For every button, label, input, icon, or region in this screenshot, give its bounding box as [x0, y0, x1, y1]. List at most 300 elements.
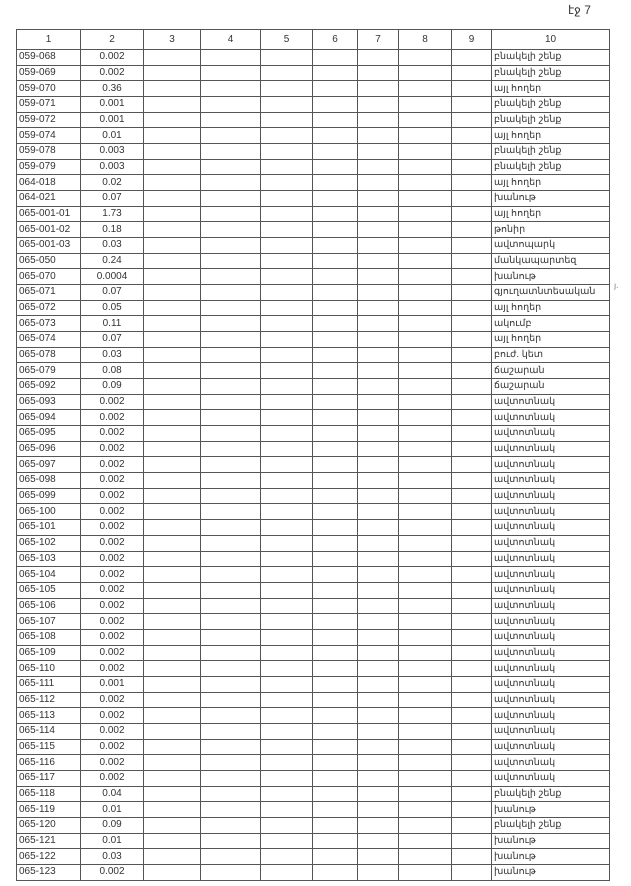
area-value: 0.03	[81, 347, 144, 363]
empty-cell	[144, 300, 201, 316]
empty-cell	[144, 755, 201, 771]
empty-cell	[144, 708, 201, 724]
empty-cell	[399, 614, 452, 630]
empty-cell	[399, 488, 452, 504]
empty-cell	[201, 332, 261, 348]
empty-cell	[313, 598, 358, 614]
empty-cell	[201, 629, 261, 645]
empty-cell	[201, 614, 261, 630]
empty-cell	[261, 520, 313, 536]
empty-cell	[452, 849, 492, 865]
table-row	[17, 238, 610, 254]
empty-cell	[399, 410, 452, 426]
empty-cell	[261, 347, 313, 363]
empty-cell	[358, 504, 399, 520]
parcel-code: 065-113	[17, 708, 81, 724]
parcel-code: 065-102	[17, 535, 81, 551]
empty-cell	[201, 770, 261, 786]
column-header-2: 2	[81, 30, 144, 50]
empty-cell	[261, 426, 313, 442]
empty-cell	[201, 457, 261, 473]
empty-cell	[261, 551, 313, 567]
parcel-code: 065-074	[17, 332, 81, 348]
empty-cell	[144, 285, 201, 301]
parcel-code: 059-074	[17, 128, 81, 144]
table-row	[17, 379, 610, 395]
empty-cell	[313, 426, 358, 442]
empty-cell	[144, 441, 201, 457]
empty-cell	[144, 488, 201, 504]
parcel-code: 065-071	[17, 285, 81, 301]
empty-cell	[144, 520, 201, 536]
table-row	[17, 786, 610, 802]
area-value: 0.002	[81, 739, 144, 755]
land-use: խանութ	[492, 269, 610, 285]
empty-cell	[399, 582, 452, 598]
empty-cell	[201, 582, 261, 598]
empty-cell	[261, 817, 313, 833]
empty-cell	[313, 551, 358, 567]
parcel-code: 059-071	[17, 97, 81, 113]
parcel-code: 065-101	[17, 520, 81, 536]
empty-cell	[358, 864, 399, 880]
empty-cell	[261, 128, 313, 144]
empty-cell	[144, 65, 201, 81]
land-use: ավտոտնակ	[492, 582, 610, 598]
land-use: բնակելի շենք	[492, 817, 610, 833]
parcel-code: 059-068	[17, 50, 81, 66]
table-row	[17, 97, 610, 113]
parcel-code: 065-121	[17, 833, 81, 849]
empty-cell	[144, 723, 201, 739]
empty-cell	[358, 629, 399, 645]
empty-cell	[261, 614, 313, 630]
empty-cell	[313, 692, 358, 708]
parcel-code: 065-106	[17, 598, 81, 614]
empty-cell	[452, 614, 492, 630]
empty-cell	[201, 645, 261, 661]
empty-cell	[201, 269, 261, 285]
parcel-code: 065-072	[17, 300, 81, 316]
empty-cell	[358, 786, 399, 802]
table-row	[17, 723, 610, 739]
table-row	[17, 50, 610, 66]
land-use: թոնիր	[492, 222, 610, 238]
empty-cell	[399, 739, 452, 755]
empty-cell	[313, 112, 358, 128]
column-header-1: 1	[17, 30, 81, 50]
empty-cell	[144, 175, 201, 191]
empty-cell	[201, 488, 261, 504]
empty-cell	[399, 426, 452, 442]
area-value: 0.01	[81, 802, 144, 818]
empty-cell	[358, 551, 399, 567]
empty-cell	[201, 363, 261, 379]
land-use: ավտոտնակ	[492, 708, 610, 724]
empty-cell	[358, 833, 399, 849]
land-use: ավտոտնակ	[492, 723, 610, 739]
empty-cell	[399, 833, 452, 849]
land-use: խանութ	[492, 833, 610, 849]
empty-cell	[201, 864, 261, 880]
empty-cell	[399, 222, 452, 238]
empty-cell	[452, 379, 492, 395]
empty-cell	[313, 708, 358, 724]
table-row	[17, 65, 610, 81]
area-value: 0.01	[81, 833, 144, 849]
column-header-8: 8	[399, 30, 452, 50]
land-parcel-table	[16, 29, 610, 881]
parcel-code: 065-122	[17, 849, 81, 865]
empty-cell	[201, 739, 261, 755]
empty-cell	[452, 629, 492, 645]
empty-cell	[144, 191, 201, 207]
empty-cell	[452, 285, 492, 301]
area-value: 0.002	[81, 426, 144, 442]
empty-cell	[452, 488, 492, 504]
empty-cell	[399, 755, 452, 771]
parcel-code: 065-103	[17, 551, 81, 567]
empty-cell	[399, 535, 452, 551]
parcel-code: 065-095	[17, 426, 81, 442]
empty-cell	[261, 159, 313, 175]
empty-cell	[452, 739, 492, 755]
table-row	[17, 520, 610, 536]
empty-cell	[144, 159, 201, 175]
land-use: բնակելի շենք	[492, 159, 610, 175]
parcel-code: 065-105	[17, 582, 81, 598]
empty-cell	[313, 614, 358, 630]
land-use: ավտոտնակ	[492, 614, 610, 630]
area-value: 0.003	[81, 159, 144, 175]
empty-cell	[261, 864, 313, 880]
table-row	[17, 504, 610, 520]
empty-cell	[144, 50, 201, 66]
area-value: 0.002	[81, 582, 144, 598]
area-value: 0.002	[81, 410, 144, 426]
empty-cell	[313, 504, 358, 520]
land-use: բուժ. կետ	[492, 347, 610, 363]
empty-cell	[313, 457, 358, 473]
land-use: բնակելի շենք	[492, 786, 610, 802]
empty-cell	[261, 206, 313, 222]
empty-cell	[399, 347, 452, 363]
empty-cell	[201, 426, 261, 442]
land-use: այլ հողեր	[492, 332, 610, 348]
empty-cell	[201, 817, 261, 833]
area-value: 0.002	[81, 551, 144, 567]
empty-cell	[201, 379, 261, 395]
empty-cell	[144, 582, 201, 598]
land-use: ճաշարան	[492, 363, 610, 379]
empty-cell	[452, 473, 492, 489]
table-row	[17, 269, 610, 285]
empty-cell	[261, 645, 313, 661]
empty-cell	[452, 394, 492, 410]
empty-cell	[201, 128, 261, 144]
area-value: 0.04	[81, 786, 144, 802]
table-row	[17, 473, 610, 489]
empty-cell	[452, 817, 492, 833]
empty-cell	[201, 833, 261, 849]
empty-cell	[313, 582, 358, 598]
empty-cell	[452, 347, 492, 363]
land-use: այլ հողեր	[492, 300, 610, 316]
empty-cell	[144, 316, 201, 332]
empty-cell	[313, 864, 358, 880]
parcel-code: 065-119	[17, 802, 81, 818]
empty-cell	[144, 786, 201, 802]
land-use: բնակելի շենք	[492, 97, 610, 113]
empty-cell	[452, 410, 492, 426]
empty-cell	[358, 582, 399, 598]
parcel-code: 065-001-03	[17, 238, 81, 254]
empty-cell	[358, 65, 399, 81]
empty-cell	[399, 97, 452, 113]
parcel-code: 065-100	[17, 504, 81, 520]
parcel-code: 065-092	[17, 379, 81, 395]
empty-cell	[358, 285, 399, 301]
land-use: ավտոտնակ	[492, 692, 610, 708]
empty-cell	[313, 285, 358, 301]
empty-cell	[358, 269, 399, 285]
land-use: ավտոտնակ	[492, 473, 610, 489]
empty-cell	[313, 567, 358, 583]
land-use: ավտոտնակ	[492, 551, 610, 567]
empty-cell	[358, 567, 399, 583]
empty-cell	[452, 50, 492, 66]
empty-cell	[261, 81, 313, 97]
empty-cell	[358, 332, 399, 348]
empty-cell	[144, 535, 201, 551]
area-value: 0.002	[81, 645, 144, 661]
empty-cell	[313, 332, 358, 348]
table-row	[17, 426, 610, 442]
parcel-code: 065-108	[17, 629, 81, 645]
page-number: էջ 7	[568, 3, 591, 17]
area-value: 0.09	[81, 817, 144, 833]
empty-cell	[144, 661, 201, 677]
empty-cell	[452, 175, 492, 191]
parcel-code: 059-079	[17, 159, 81, 175]
empty-cell	[452, 723, 492, 739]
empty-cell	[313, 269, 358, 285]
table-row	[17, 159, 610, 175]
empty-cell	[313, 770, 358, 786]
empty-cell	[452, 97, 492, 113]
empty-cell	[261, 253, 313, 269]
empty-cell	[358, 441, 399, 457]
empty-cell	[452, 426, 492, 442]
empty-cell	[144, 504, 201, 520]
land-use: ավտոտնակ	[492, 739, 610, 755]
table-row	[17, 645, 610, 661]
table-row	[17, 567, 610, 583]
empty-cell	[452, 222, 492, 238]
empty-cell	[358, 50, 399, 66]
parcel-code: 065-001-02	[17, 222, 81, 238]
empty-cell	[261, 441, 313, 457]
table-row	[17, 363, 610, 379]
land-use: ավտոտնակ	[492, 488, 610, 504]
empty-cell	[452, 159, 492, 175]
empty-cell	[452, 535, 492, 551]
area-value: 0.08	[81, 363, 144, 379]
table-row	[17, 535, 610, 551]
empty-cell	[313, 629, 358, 645]
empty-cell	[144, 770, 201, 786]
parcel-code: 065-109	[17, 645, 81, 661]
empty-cell	[452, 128, 492, 144]
empty-cell	[313, 520, 358, 536]
empty-cell	[261, 316, 313, 332]
empty-cell	[261, 191, 313, 207]
header-row	[17, 30, 610, 50]
empty-cell	[201, 802, 261, 818]
empty-cell	[358, 676, 399, 692]
empty-cell	[201, 81, 261, 97]
empty-cell	[358, 817, 399, 833]
area-value: 1.73	[81, 206, 144, 222]
empty-cell	[452, 645, 492, 661]
area-value: 0.002	[81, 535, 144, 551]
empty-cell	[201, 692, 261, 708]
table-row	[17, 441, 610, 457]
empty-cell	[313, 473, 358, 489]
parcel-code: 065-093	[17, 394, 81, 410]
empty-cell	[144, 222, 201, 238]
parcel-code: 065-117	[17, 770, 81, 786]
empty-cell	[201, 755, 261, 771]
empty-cell	[313, 144, 358, 160]
empty-cell	[144, 347, 201, 363]
empty-cell	[144, 567, 201, 583]
empty-cell	[452, 676, 492, 692]
empty-cell	[358, 457, 399, 473]
parcel-code: 065-098	[17, 473, 81, 489]
land-use: ավտոտնակ	[492, 520, 610, 536]
empty-cell	[399, 379, 452, 395]
empty-cell	[201, 316, 261, 332]
empty-cell	[399, 770, 452, 786]
empty-cell	[261, 567, 313, 583]
empty-cell	[201, 520, 261, 536]
empty-cell	[399, 238, 452, 254]
empty-cell	[313, 786, 358, 802]
empty-cell	[313, 175, 358, 191]
table-row	[17, 222, 610, 238]
parcel-code: 065-078	[17, 347, 81, 363]
empty-cell	[399, 332, 452, 348]
empty-cell	[358, 206, 399, 222]
table-row	[17, 300, 610, 316]
parcel-code: 065-073	[17, 316, 81, 332]
empty-cell	[358, 598, 399, 614]
empty-cell	[358, 238, 399, 254]
empty-cell	[399, 692, 452, 708]
table-row	[17, 112, 610, 128]
land-use: ավտոտնակ	[492, 645, 610, 661]
empty-cell	[358, 426, 399, 442]
area-value: 0.002	[81, 692, 144, 708]
empty-cell	[201, 551, 261, 567]
empty-cell	[313, 488, 358, 504]
column-header-4: 4	[201, 30, 261, 50]
empty-cell	[399, 504, 452, 520]
column-header-3: 3	[144, 30, 201, 50]
area-value: 0.002	[81, 661, 144, 677]
land-use: ավտոտնակ	[492, 457, 610, 473]
empty-cell	[201, 473, 261, 489]
area-value: 0.002	[81, 614, 144, 630]
empty-cell	[144, 206, 201, 222]
empty-cell	[261, 175, 313, 191]
empty-cell	[261, 535, 313, 551]
empty-cell	[313, 817, 358, 833]
empty-cell	[399, 520, 452, 536]
empty-cell	[144, 802, 201, 818]
land-use: բնակելի շենք	[492, 112, 610, 128]
empty-cell	[399, 50, 452, 66]
area-value: 0.002	[81, 770, 144, 786]
parcel-code: 059-072	[17, 112, 81, 128]
empty-cell	[261, 144, 313, 160]
area-value: 0.09	[81, 379, 144, 395]
empty-cell	[399, 65, 452, 81]
empty-cell	[399, 629, 452, 645]
empty-cell	[144, 457, 201, 473]
empty-cell	[358, 128, 399, 144]
column-header-9: 9	[452, 30, 492, 50]
empty-cell	[201, 97, 261, 113]
empty-cell	[399, 285, 452, 301]
column-header-6: 6	[313, 30, 358, 50]
empty-cell	[452, 269, 492, 285]
empty-cell	[261, 363, 313, 379]
empty-cell	[201, 567, 261, 583]
empty-cell	[452, 582, 492, 598]
area-value: 0.001	[81, 97, 144, 113]
empty-cell	[399, 645, 452, 661]
empty-cell	[201, 159, 261, 175]
empty-cell	[399, 144, 452, 160]
empty-cell	[201, 661, 261, 677]
empty-cell	[201, 300, 261, 316]
empty-cell	[261, 457, 313, 473]
empty-cell	[201, 535, 261, 551]
column-header-10: 10	[492, 30, 610, 50]
empty-cell	[144, 394, 201, 410]
empty-cell	[313, 394, 358, 410]
land-use: ավտոտնակ	[492, 441, 610, 457]
area-value: 0.001	[81, 676, 144, 692]
land-use: ավտոտնակ	[492, 629, 610, 645]
empty-cell	[452, 708, 492, 724]
area-value: 0.002	[81, 457, 144, 473]
margin-note: յ.	[614, 281, 619, 290]
land-use: խանութ	[492, 864, 610, 880]
empty-cell	[144, 473, 201, 489]
area-value: 0.07	[81, 285, 144, 301]
empty-cell	[201, 112, 261, 128]
empty-cell	[313, 159, 358, 175]
empty-cell	[452, 802, 492, 818]
table-row	[17, 864, 610, 880]
land-use: ակումբ	[492, 316, 610, 332]
empty-cell	[452, 112, 492, 128]
empty-cell	[261, 285, 313, 301]
empty-cell	[358, 316, 399, 332]
